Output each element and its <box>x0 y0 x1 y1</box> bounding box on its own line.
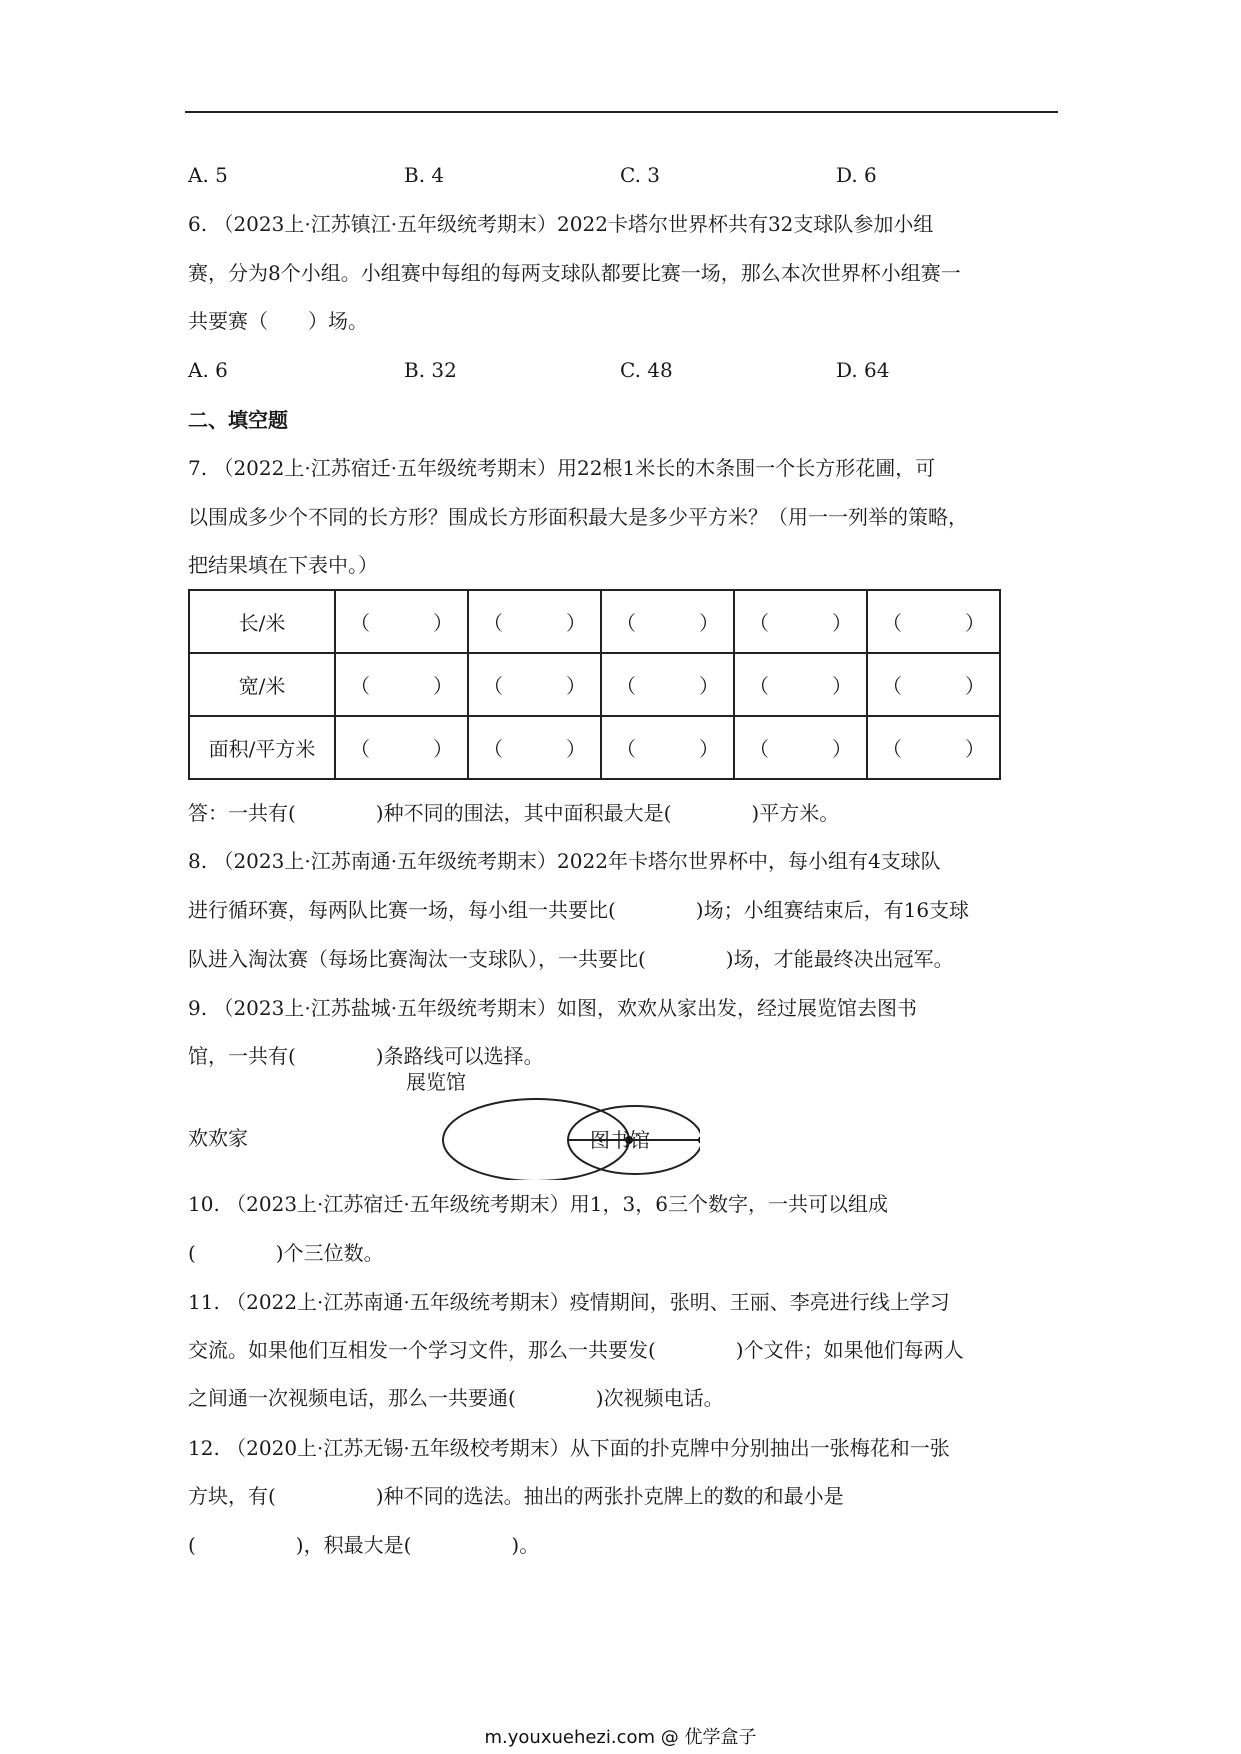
q7-line-2: 以围成多少个不同的长方形？围成长方形面积最大是多少平方米？（用一一列举的策略， <box>188 505 968 529</box>
q7-table <box>188 589 1001 780</box>
left-paren: （ <box>483 611 503 635</box>
left-paren: （ <box>350 611 370 635</box>
blank-cell[interactable] <box>468 716 601 779</box>
right-paren: ） <box>566 737 586 761</box>
right-paren: ） <box>433 611 453 635</box>
right-paren: ） <box>566 674 586 698</box>
right-paren: ） <box>699 611 719 635</box>
q5-option-d: D. 6 <box>836 163 877 187</box>
left-paren: （ <box>483 737 503 761</box>
left-paren: （ <box>749 674 769 698</box>
left-paren: （ <box>483 674 503 698</box>
left-paren: （ <box>749 737 769 761</box>
q7-answer: 答：一共有( )种不同的围法，其中面积最大是( )平方米。 <box>188 801 840 825</box>
q6-line-1: 6. （2023上·江苏镇江·五年级统考期末）2022卡塔尔世界杯共有32支球队参加小组 <box>188 212 934 236</box>
row-header-area: 面积/平方米 <box>189 716 335 779</box>
q12-line-1: 12. （2020上·江苏无锡·五年级校考期末）从下面的扑克牌中分别抽出一张梅花和一张 <box>188 1436 950 1460</box>
blank-cell[interactable] <box>867 653 1000 716</box>
left-paren: （ <box>350 674 370 698</box>
library-label: 图书馆 <box>590 1128 650 1152</box>
q7-line-1: 7. （2022上·江苏宿迁·五年级统考期末）用22根1米长的木条围一个长方形花圃，可 <box>188 456 936 480</box>
blank-cell[interactable] <box>734 653 867 716</box>
left-paren: （ <box>882 674 902 698</box>
right-paren: ） <box>433 737 453 761</box>
left-paren: （ <box>616 737 636 761</box>
right-paren: ） <box>566 611 586 635</box>
left-paren: （ <box>616 674 636 698</box>
q11-line-1: 11. （2022上·江苏南通·五年级统考期末）疫情期间，张明、王丽、李亮进行线上学习 <box>188 1290 950 1314</box>
right-paren: ） <box>699 674 719 698</box>
footer-link[interactable]: m.youxuehezi.com @ 优学盒子 <box>484 1727 757 1748</box>
q8-line-2: 进行循环赛，每两队比赛一场，每小组一共要比( )场；小组赛结束后，有16支球 <box>188 898 970 922</box>
blank-cell[interactable] <box>601 590 734 653</box>
q6-option-b: B. 32 <box>404 358 457 382</box>
right-paren: ） <box>433 674 453 698</box>
q5-option-a: A. 5 <box>188 163 228 187</box>
q6-option-a: A. 6 <box>188 358 228 382</box>
right-paren: ） <box>832 674 852 698</box>
q6-line-2: 赛，分为8个小组。小组赛中每组的每两支球队都要比赛一场，那么本次世界杯小组赛一 <box>188 261 961 285</box>
q8-line-3: 队进入淘汰赛（每场比赛淘汰一支球队），一共要比( )场，才能最终决出冠军。 <box>188 947 954 971</box>
q10-line-1: 10. （2023上·江苏宿迁·五年级统考期末）用1，3，6三个数字，一共可以组成 <box>188 1192 888 1216</box>
blank-cell[interactable] <box>601 653 734 716</box>
table-row <box>189 590 1000 653</box>
q6-option-d: D. 64 <box>836 358 890 382</box>
header-rule <box>185 111 1058 113</box>
q11-line-3: 之间通一次视频电话，那么一共要通( )次视频电话。 <box>188 1386 724 1410</box>
blank-cell[interactable] <box>335 716 468 779</box>
q9-line-2: 馆，一共有( )条路线可以选择。 <box>188 1044 544 1068</box>
q12-line-2: 方块，有( )种不同的选法。抽出的两张扑克牌上的数的和最小是 <box>188 1484 844 1508</box>
left-paren: （ <box>749 611 769 635</box>
right-paren: ） <box>832 611 852 635</box>
exhibition-label: 展览馆 <box>406 1070 466 1094</box>
blank-cell[interactable] <box>734 716 867 779</box>
q8-line-1: 8. （2023上·江苏南通·五年级统考期末）2022年卡塔尔世界杯中，每小组有4支球队 <box>188 849 941 873</box>
left-paren: （ <box>882 611 902 635</box>
q7-line-3: 把结果填在下表中。） <box>188 553 378 577</box>
right-paren: ） <box>965 737 985 761</box>
q5-option-c: C. 3 <box>620 163 661 187</box>
blank-cell[interactable] <box>335 653 468 716</box>
table-row <box>189 716 1000 779</box>
row-header-length: 长/米 <box>189 590 335 653</box>
left-paren: （ <box>882 737 902 761</box>
q6-line-3: 共要赛（ ）场。 <box>188 309 368 333</box>
right-paren: ） <box>965 674 985 698</box>
library-node <box>698 1136 700 1144</box>
blank-cell[interactable] <box>867 590 1000 653</box>
row-header-width: 宽/米 <box>189 653 335 716</box>
right-paren: ） <box>699 737 719 761</box>
left-paren: （ <box>350 737 370 761</box>
table-row <box>189 653 1000 716</box>
blank-cell[interactable] <box>601 716 734 779</box>
home-label: 欢欢家 <box>188 1126 248 1150</box>
blank-cell[interactable] <box>468 590 601 653</box>
q11-line-2: 交流。如果他们互相发一个学习文件，那么一共要发( )个文件；如果他们每两人 <box>188 1338 964 1362</box>
right-paren: ） <box>832 737 852 761</box>
q10-line-2: ( )个三位数。 <box>188 1241 384 1265</box>
blank-cell[interactable] <box>734 590 867 653</box>
left-paren: （ <box>616 611 636 635</box>
q12-line-3: ( )，积最大是( )。 <box>188 1533 540 1557</box>
q5-option-b: B. 4 <box>404 163 445 187</box>
blank-cell[interactable] <box>335 590 468 653</box>
blank-cell[interactable] <box>468 653 601 716</box>
q6-option-c: C. 48 <box>620 358 673 382</box>
section-heading: 二、填空题 <box>188 408 288 432</box>
q9-line-1: 9. （2023上·江苏盐城·五年级统考期末）如图，欢欢从家出发，经过展览馆去图书 <box>188 996 918 1020</box>
blank-cell[interactable] <box>867 716 1000 779</box>
route-diagram <box>180 1070 700 1180</box>
right-paren: ） <box>965 611 985 635</box>
